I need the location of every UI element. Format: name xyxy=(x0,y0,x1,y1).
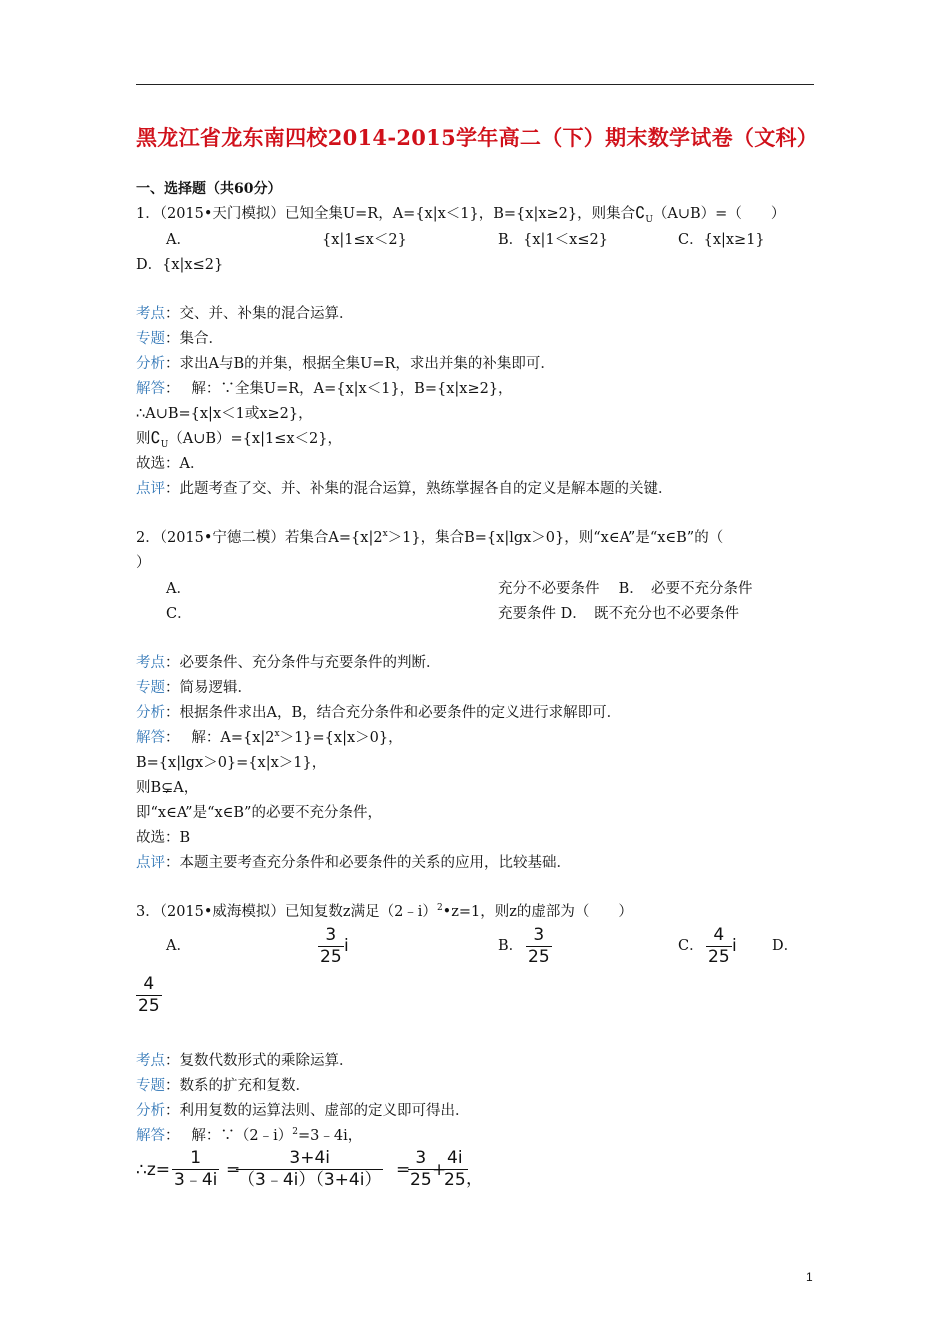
q1-option-b: B．{x|1＜x≤2} xyxy=(498,232,608,248)
q2-stem-sup: x xyxy=(382,529,388,540)
q1-zhuanti-text: ：集合． xyxy=(165,331,223,347)
complement-symbol: ∁ xyxy=(150,428,161,447)
q3-stem-a: 3．（2015•威海模拟）已知复数z满足（2﹣i） xyxy=(136,904,437,920)
fraction-numerator: 1 xyxy=(190,1148,202,1168)
q2-jieda-a: ： 解：A={x|2 xyxy=(165,730,275,746)
q3-jieda-a: ： 解：∵（2﹣i） xyxy=(165,1128,293,1144)
q3-kaodian xyxy=(136,1049,354,1070)
fraction-denominator: 25 xyxy=(138,996,160,1016)
page-number: 1 xyxy=(806,1270,813,1284)
dianping-label: 点评 xyxy=(136,481,165,497)
zhuanti-label: 专题 xyxy=(136,1078,165,1094)
q3-jieda-b: =3﹣4i， xyxy=(297,1128,363,1144)
q3-option-c-fraction xyxy=(706,927,732,966)
q1-jieda-text: ： 解：∵全集U=R，A={x|x＜1}，B={x|x≥2}， xyxy=(165,381,513,397)
eq-fraction-2 xyxy=(236,1150,383,1189)
q3-option-a-label: A． xyxy=(166,938,191,954)
q3-option-d-label: D． xyxy=(772,938,799,954)
header-rule xyxy=(136,84,814,85)
fraction-denominator: 25 xyxy=(320,947,342,967)
q2-fenxi xyxy=(136,701,621,722)
fraction-numerator: 4 xyxy=(143,974,155,994)
q1-fenxi xyxy=(136,352,555,373)
q2-jieda-b: ＞1}={x|x＞0}， xyxy=(279,730,403,746)
q1-kaodian-text: ：交、并、补集的混合运算． xyxy=(165,306,354,322)
q3-option-c-i: i xyxy=(732,936,737,956)
jieda-label: 解答 xyxy=(136,730,165,746)
q2-solution-line-5: 故选：B xyxy=(136,830,191,846)
fraction-numerator: 3 xyxy=(415,1148,427,1168)
q3-option-c-label: C． xyxy=(678,938,704,954)
jieda-label: 解答 xyxy=(136,381,165,397)
q2-dianping xyxy=(136,851,571,872)
fraction-numerator: 3 xyxy=(533,925,545,945)
q1-stem xyxy=(136,202,785,225)
zhuanti-label: 专题 xyxy=(136,331,165,347)
dianping-label: 点评 xyxy=(136,855,165,871)
q3-fenxi-text: ：利用复数的运算法则、虚部的定义即可得出． xyxy=(165,1103,470,1119)
fraction-numerator: 4i xyxy=(447,1148,463,1168)
q1-jieda xyxy=(136,377,513,398)
jieda-label: 解答 xyxy=(136,1128,165,1144)
q3-option-b-fraction xyxy=(526,927,552,966)
section-heading: 一、选择题（共60分） xyxy=(136,181,282,197)
q3-option-a-fraction xyxy=(318,927,344,966)
q3-option-d-fraction xyxy=(136,976,162,1015)
q2-option-a-label: A． xyxy=(166,581,191,597)
q3-option-a-i: i xyxy=(344,936,349,956)
fenxi-label: 分析 xyxy=(136,1103,165,1119)
q2-stem-close: ） xyxy=(136,555,151,571)
q1-solution-line-3 xyxy=(136,427,342,450)
fraction-denominator: 25 xyxy=(708,947,730,967)
eq-fraction-4 xyxy=(442,1150,468,1189)
zhuanti-label: 专题 xyxy=(136,680,165,696)
fraction-denominator: 25 xyxy=(444,1170,466,1190)
q2-solution-line-3: 则B⊊A， xyxy=(136,780,199,796)
q2-fenxi-text: ：根据条件求出A，B，结合充分条件和必要条件的定义进行求解即可． xyxy=(165,705,622,721)
eq-fraction-1 xyxy=(172,1150,219,1189)
q1-dianping xyxy=(136,477,673,498)
q3-jieda xyxy=(136,1124,362,1145)
q1-option-d: D．{x|x≤2} xyxy=(136,257,224,273)
kaodian-label: 考点 xyxy=(136,306,165,322)
q2-jieda xyxy=(136,726,403,747)
q2-option-a-b: 充分不必要条件 B． 必要不充分条件 xyxy=(498,581,753,597)
q1-fenxi-text: ：求出A与B的并集，根据全集U=R，求出并集的补集即可． xyxy=(165,356,555,372)
q1-solution-line-4: 故选：A． xyxy=(136,456,205,472)
q1-stem-tail: （A∪B）=（ ） xyxy=(652,206,786,222)
q1-solution-line-2: ∴A∪B={x|x＜1或x≥2}， xyxy=(136,406,313,422)
q3-kaodian-text: ：复数代数形式的乘除运算． xyxy=(165,1053,354,1069)
fraction-denominator: （3﹣4i）（3+4i） xyxy=(238,1170,382,1190)
q1-line3-post: （A∪B）={x|1≤x＜2}， xyxy=(168,431,342,447)
q2-stem-a: 2．（2015•宁德二模）若集合A={x|2 xyxy=(136,530,383,546)
kaodian-label: 考点 xyxy=(136,655,165,671)
page-title: 黑龙江省龙东南四校2014-2015学年高二（下）期末数学试卷（文科） xyxy=(136,125,819,150)
q2-option-c-label: C． xyxy=(166,606,192,622)
q1-option-a-label: A． xyxy=(166,232,191,248)
eq-prefix: ∴z= xyxy=(136,1160,170,1180)
q2-solution-line-4: 即“x∈A”是“x∈B”的必要不充分条件， xyxy=(136,805,382,821)
q3-stem xyxy=(136,900,633,921)
q1-option-c: C．{x|x≥1} xyxy=(678,232,765,248)
q1-kaodian xyxy=(136,302,354,323)
fraction-numerator: 3+4i xyxy=(289,1148,331,1168)
complement-subscript: U xyxy=(645,214,653,225)
q2-stem xyxy=(136,526,723,547)
fraction-denominator: 25 xyxy=(410,1170,432,1190)
complement-symbol: ∁ xyxy=(635,203,646,222)
eq-fraction-3 xyxy=(408,1150,434,1189)
q2-solution-line-2: B={x|lgx＞0}={x|x＞1}， xyxy=(136,755,327,771)
q1-dianping-text: ：此题考查了交、并、补集的混合运算，熟练掌握各自的定义是解本题的关键． xyxy=(165,481,673,497)
kaodian-label: 考点 xyxy=(136,1053,165,1069)
q3-zhuanti-text: ：数系的扩充和复数． xyxy=(165,1078,310,1094)
q3-fenxi xyxy=(136,1099,470,1120)
q1-option-a: {x|1≤x＜2} xyxy=(322,232,407,248)
q2-kaodian xyxy=(136,651,441,672)
q1-stem-text: 1．（2015•天门模拟）已知全集U=R，A={x|x＜1}，B={x|x≥2}，则集合 xyxy=(136,206,636,222)
fraction-denominator: 3﹣4i xyxy=(174,1170,218,1190)
q2-jieda-sup: x xyxy=(274,729,280,740)
fraction-denominator: 25 xyxy=(528,947,550,967)
eq-plus: + xyxy=(432,1160,447,1180)
q2-zhuanti xyxy=(136,676,252,697)
q2-stem-b: ＞1}，集合B={x|lgx＞0}，则“x∈A”是“x∈B”的（ xyxy=(387,530,724,546)
q1-zhuanti xyxy=(136,327,223,348)
q3-option-b-label: B． xyxy=(498,938,524,954)
complement-subscript: U xyxy=(160,439,169,450)
q2-option-c-d: 充要条件 D． 既不充分也不必要条件 xyxy=(498,606,739,622)
q3-stem-sup: 2 xyxy=(436,903,443,914)
eq-equals-1: = xyxy=(226,1160,241,1180)
q2-kaodian-text: ：必要条件、充分条件与充要条件的判断． xyxy=(165,655,441,671)
q3-jieda-sup: 2 xyxy=(292,1127,298,1138)
fraction-numerator: 4 xyxy=(713,925,725,945)
fraction-numerator: 3 xyxy=(325,925,337,945)
q2-zhuanti-text: ：简易逻辑． xyxy=(165,680,252,696)
fenxi-label: 分析 xyxy=(136,356,165,372)
eq-equals-2: = xyxy=(396,1160,411,1180)
q2-dianping-text: ：本题主要考查充分条件和必要条件的关系的应用，比较基础． xyxy=(165,855,571,871)
q1-line3-pre: 则 xyxy=(136,431,151,447)
q3-stem-b: •z=1，则z的虚部为（ ） xyxy=(442,904,633,920)
eq-comma: ， xyxy=(466,1169,483,1189)
fenxi-label: 分析 xyxy=(136,705,165,721)
q3-zhuanti xyxy=(136,1074,310,1095)
